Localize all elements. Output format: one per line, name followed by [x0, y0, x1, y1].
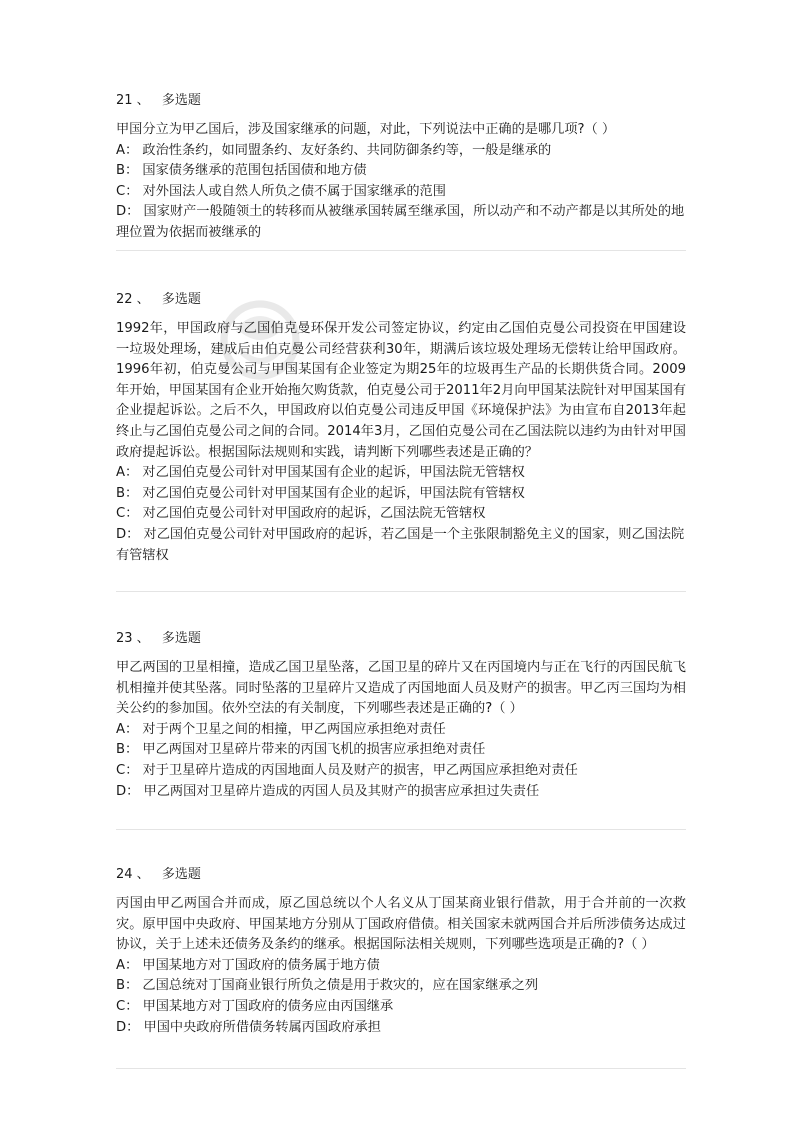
- question-header: [116, 288, 686, 307]
- question-stem: 丙国由甲乙两国合并而成，原乙国总统以个人名义从丁国某商业银行借款，用于合并前的一次救灾。原甲国中央政府、甲国某地方分别从丁国政府借债。相关国家未就两国合并后所涉债务达成过协议，关于上述未还债务及条约的继承。根据国际法相关规则，下列哪些选项是正确的?（ ）: [116, 896, 686, 953]
- question-header: [116, 89, 686, 108]
- question-22: [116, 288, 686, 566]
- option-d: D： 甲国中央政府所借债务转属丙国政府承担: [116, 1019, 381, 1035]
- question-header: [116, 627, 686, 646]
- divider: [116, 250, 686, 251]
- divider: [116, 829, 686, 830]
- question-header: [116, 863, 686, 882]
- question-stem: 1992年，甲国政府与乙国伯克曼环保开发公司签定协议，约定由乙国伯克曼公司投资在甲国建设一垃圾处理场，建成后由伯克曼公司经营获利30年，期满后该垃圾处理场无偿转让给甲国政府。1996年初，伯克曼公司与甲国某国有企业签定为期25年的垃圾再生产品的长期供货合同。2009年开始，甲国某国有企业开始拖欠购货款，伯克曼公司于2011年2月向甲国某法院针对甲国某国有企业提起诉讼。之后不久，甲国政府以伯克曼公司违反甲国《环境保护法》为由宣布自2013年起终止与乙国伯克曼公司之间的合同。2014年3月，乙国伯克曼公司在乙国法院以违约为由针对甲国政府提起诉讼。根据国际法规则和实践，请判断下列哪些表述是正确的？: [116, 321, 686, 460]
- question-number: 24 、: [116, 867, 150, 882]
- option-a: A： 对乙国伯克曼公司针对甲国某国有企业的起诉，甲国法院无管辖权: [116, 465, 525, 481]
- question-type: 多选题: [161, 292, 201, 307]
- option-b: B： 国家债务继承的范围包括国债和地方债: [116, 163, 367, 179]
- question-number: 23 、: [116, 631, 150, 646]
- option-d: D： 对乙国伯克曼公司针对甲国政府的起诉，若乙国是一个主张限制豁免主义的国家，则乙国法院有管辖权: [116, 526, 685, 563]
- option-b: B： 对乙国伯克曼公司针对甲国某国有企业的起诉，甲国法院有管辖权: [116, 485, 525, 501]
- option-c: C： 对乙国伯克曼公司针对甲国政府的起诉，乙国法院无管辖权: [116, 506, 486, 522]
- option-a: A： 甲国某地方对丁国政府的债务属于地方债: [116, 957, 380, 973]
- question-type: 多选题: [161, 93, 201, 108]
- question-number: 21 、: [116, 93, 150, 108]
- question-21: [116, 89, 686, 244]
- option-b: B： 乙国总统对丁国商业银行所负之债是用于救灾的，应在国家继承之列: [116, 978, 539, 994]
- question-23: [116, 627, 686, 802]
- option-d: D： 甲乙两国对卫星碎片造成的丙国人员及其财产的损害应承担过失责任: [116, 783, 540, 799]
- divider: [116, 1068, 686, 1069]
- question-stem: 甲乙两国的卫星相撞，造成乙国卫星坠落，乙国卫星的碎片又在丙国境内与正在飞行的丙国民航飞机相撞并使其坠落。同时坠落的卫星碎片又造成了丙国地面人员及财产的损害。甲乙丙三国均为相关公约的参加国。依外空法的有关制度，下列哪些表述是正确的?（ ）: [116, 660, 686, 717]
- option-d: D： 国家财产一般随领土的转移而从被继承国转属至继承国，所以动产和不动产都是以其所处的地理位置为依据而被继承的: [116, 204, 685, 240]
- question-type: 多选题: [161, 631, 201, 646]
- question-stem: 甲国分立为甲乙国后，涉及国家继承的问题，对此，下列说法中正确的是哪几项?（ ）: [116, 122, 616, 137]
- option-c: C： 对于卫星碎片造成的丙国地面人员及财产的损害，甲乙两国应承担绝对责任: [116, 762, 578, 778]
- option-c: C： 甲国某地方对丁国政府的债务应由丙国继承: [116, 998, 394, 1014]
- divider: [116, 591, 686, 592]
- question-24: [116, 863, 686, 1038]
- option-c: C： 对外国法人或自然人所负之债不属于国家继承的范围: [116, 183, 446, 199]
- option-a: A： 对于两个卫星之间的相撞，甲乙两国应承担绝对责任: [116, 721, 446, 737]
- question-number: 22 、: [116, 292, 150, 307]
- question-type: 多选题: [161, 867, 201, 882]
- option-a: A： 政治性条约，如同盟条约、友好条约、共同防御条约等，一般是继承的: [116, 142, 552, 158]
- option-b: B： 甲乙两国对卫星碎片带来的丙国飞机的损害应承担绝对责任: [116, 742, 486, 758]
